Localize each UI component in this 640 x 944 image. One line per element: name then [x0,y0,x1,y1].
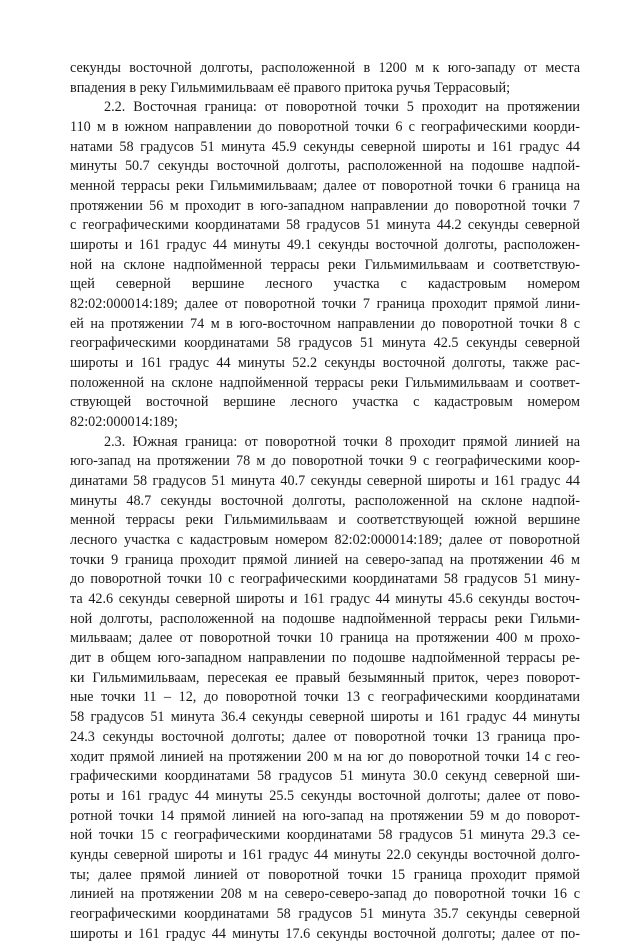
text-line: дит в общем юго-западном направлении по подошве надпойменной террасы ре- [70,650,580,667]
text-line: ходит прямой линией на протяжении 200 м на юг до поворотной точки 14 с гео- [70,748,580,765]
text-line: щей северной вершине лесного участка с кадастровым номером [70,276,580,293]
text-line: ротной точки 14 прямой линией на юго-запад на протяжении 59 м до поворот- [70,807,580,824]
text-line: ной точки 15 с географическими координатами 58 градусов 51 минута 29.3 се- [70,827,580,844]
text-line: 2.2. Восточная граница: от поворотной точки 5 проходит на протяжении [104,99,580,116]
text-line: положенной на склоне надпойменной террасы реки Гильмимильваам и соответ- [70,374,580,391]
text-line: динатами 58 градусов 51 минута 40.7 секунды северной широты и 161 градус 44 [70,473,580,490]
text-line: натами 58 градусов 51 минута 45.9 секунды северной широты и 161 градус 44 [70,138,580,155]
text-line: 2.3. Южная граница: от поворотной точки 8 проходит прямой линией на [104,433,580,450]
text-line: мильваам; далее от поворотной точки 10 граница на протяжении 400 м прохо- [70,630,580,647]
text-line: 110 м в южном направлении до поворотной точки 6 с географическими коорди- [70,119,580,135]
text-line: та 42.6 секунды северной широты и 161 градус 44 минуты 45.6 секунды восточ- [70,591,580,608]
text-line: широты и 161 градус 44 минуты 49.1 секунды восточной долготы, расположен- [70,237,580,253]
text-line: 24.3 секунды восточной долготы; далее от поворотной точки 13 граница про- [70,728,580,745]
text-line: графическими координатами 58 градусов 51 минута 30.0 секунд северной ши- [70,768,580,785]
text-line: линией на протяжении 208 м на северо-северо-запад до поворотной точки 16 с [70,886,580,903]
text-line: секунды восточной долготы, расположенной в 1200 м к юго-западу от места [70,60,580,76]
text-line: кунды северной широты и 161 градус 44 минуты 22.0 секунды восточной долго- [70,846,580,863]
text-line: географическими координатами 58 градусов 51 минута 42.5 секунды северной [70,335,580,352]
text-line: роты и 161 градус 44 минуты 25.5 секунды восточной долготы; далее от пово- [70,787,580,804]
text-line: впадения в реку Гильмимильваам её правого притока ручья Террасовый; [70,79,511,96]
text-line: широты и 161 градус 44 минуты 52.2 секунды восточной долготы, также рас- [70,355,580,372]
text-line: минуты 48.7 секунды восточной долготы, расположенной на склоне надпой- [70,492,580,509]
text-line: ты; далее прямой линией от поворотной точки 15 граница проходит прямой [70,866,580,883]
text-line: 82:02:000014:189; [70,414,178,431]
text-line: географическими координатами 58 градусов 51 минута 35.7 секунды северной [70,905,580,922]
text-line: ки Гильмимильваам, пересекая ее правый безымянный приток, через поворот- [70,669,580,686]
text-line: ствующей восточной вершине лесного участка с кадастровым номером [70,394,580,411]
text-line: ной на склоне надпойменной террасы реки Гильмимильваам и соответствую- [70,256,580,273]
text-line: ные точки 11 – 12, до поворотной точки 13 с географическими координатами [70,689,580,706]
text-line: лесного участка с кадастровым номером 82:02:000014:189; далее от поворотной [70,532,580,549]
text-line: широты и 161 градус 44 минуты 17.6 секунды восточной долготы; далее от по- [70,925,580,942]
text-line: ной долготы, расположенной на подошве надпойменной террасы реки Гильми- [70,610,580,627]
text-line: с географическими координатами 58 градусов 51 минута 44.2 секунды северной [70,217,580,234]
text-line: менной террасы реки Гильмимильваам; далее от поворотной точки 6 граница на [70,178,580,194]
text-line: точки 9 граница проходит прямой линией на северо-запад на протяжении 46 м [70,551,580,568]
text-line: менной террасы реки Гильмимильваам и соответствующей южной вершине [70,512,580,529]
text-line: протяжении 56 м проходит в юго-западном направлении до поворотной точки 7 [70,197,580,214]
text-line: до поворотной точки 10 с географическими координатами 58 градусов 51 мину- [70,571,580,588]
text-line: ей на протяжении 74 м в юго-восточном направлении до поворотной точки 8 с [70,315,580,332]
text-line: 58 градусов 51 минута 36.4 секунды северной широты и 161 градус 44 минуты [70,709,580,726]
text-line: 82:02:000014:189; далее от поворотной точки 7 граница проходит прямой лини- [70,296,580,312]
text-line: минуты 50.7 секунды восточной долготы, расположенной на подошве надпой- [70,158,580,175]
text-line: юго-запад на протяжении 78 м до поворотной точки 9 с географическими коор- [70,453,580,470]
